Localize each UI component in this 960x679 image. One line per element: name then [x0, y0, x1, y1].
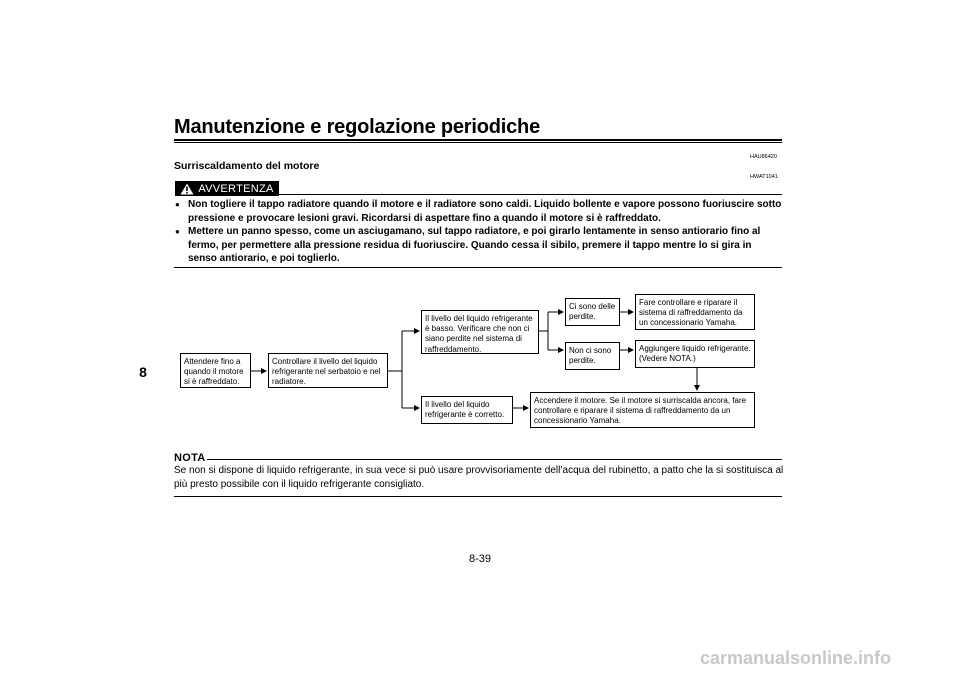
warning-item-1: Non togliere il tappo radiatore quando il motore e il radiatore sono caldi. Liquido bollente e vapore possono fuoriuscire sotto pressione e provocare lesioni gravi. Ricordarsi di aspettare fino a quando il motore si è raffreddato. — [188, 199, 782, 224]
nota-text: Se non si dispone di liquido refrigerante, in sua vece si può usare provvisoriamente dell’acqua del rubinetto, a patto che la si sostituisca al più presto possibile con il liquido refrigerante consigliato. — [174, 465, 784, 490]
flow-box-add-coolant: Aggiungere liquido refrigerante. (Vedere NOTA.) — [635, 340, 755, 368]
flow-box-start-engine: Accendere il motore. Se il motore si surriscalda ancora, fare controllare e riparare il sistema di raffreddamento da un concessionario Yamaha. — [530, 392, 755, 428]
nota-label: NOTA — [174, 452, 206, 464]
warning-item-2: Mettere un panno spesso, come un asciugamano, sul tappo radiatore, e poi girarlo lentamente in senso antiorario fino al fermo, per permettere alla pressione residua di fuoriuscire. Quando cessa il sibilo, premere il tappo mentre lo si gira in senso antiorario, e poi toglierlo. — [188, 226, 761, 265]
flow-box-leaks-no: Non ci sono perdite. — [565, 342, 620, 370]
section-heading: Surriscaldamento del motore — [174, 160, 320, 172]
bullet-icon: ● — [175, 200, 180, 209]
watermark-logo: carmanualsonline.info — [700, 648, 892, 668]
warning-label: AVVERTENZA — [198, 182, 274, 195]
nota-rule — [207, 459, 782, 460]
flow-box-wait: Attendere fino a quando il motore si è raffreddato. — [180, 353, 251, 388]
flow-box-level-ok: Il livello del liquido refrigerante è corretto. — [421, 396, 513, 424]
flow-box-repair: Fare controllare e riparare il sistema di raffreddamento da un concessionario Yamaha. — [635, 294, 755, 330]
nota-end-rule — [174, 496, 782, 497]
warning-code: HWAT1041 — [750, 174, 778, 180]
flow-box-level-low: Il livello del liquido refrigerante è basso. Verificare che non ci siano perdite nel sistema di raffreddamento. — [421, 310, 539, 354]
page-title: Manutenzione e regolazione periodiche — [174, 116, 540, 138]
bullet-icon: ● — [175, 227, 180, 236]
flow-box-leaks-yes: Ci sono delle perdite. — [565, 298, 620, 326]
page-number: 8-39 — [468, 553, 492, 565]
flow-box-check-level: Controllare il livello del liquido refrigerante nel serbatoio e nel radiatore. — [268, 353, 388, 388]
section-code: HAU86420 — [750, 154, 777, 160]
chapter-tab: 8 — [139, 364, 147, 380]
